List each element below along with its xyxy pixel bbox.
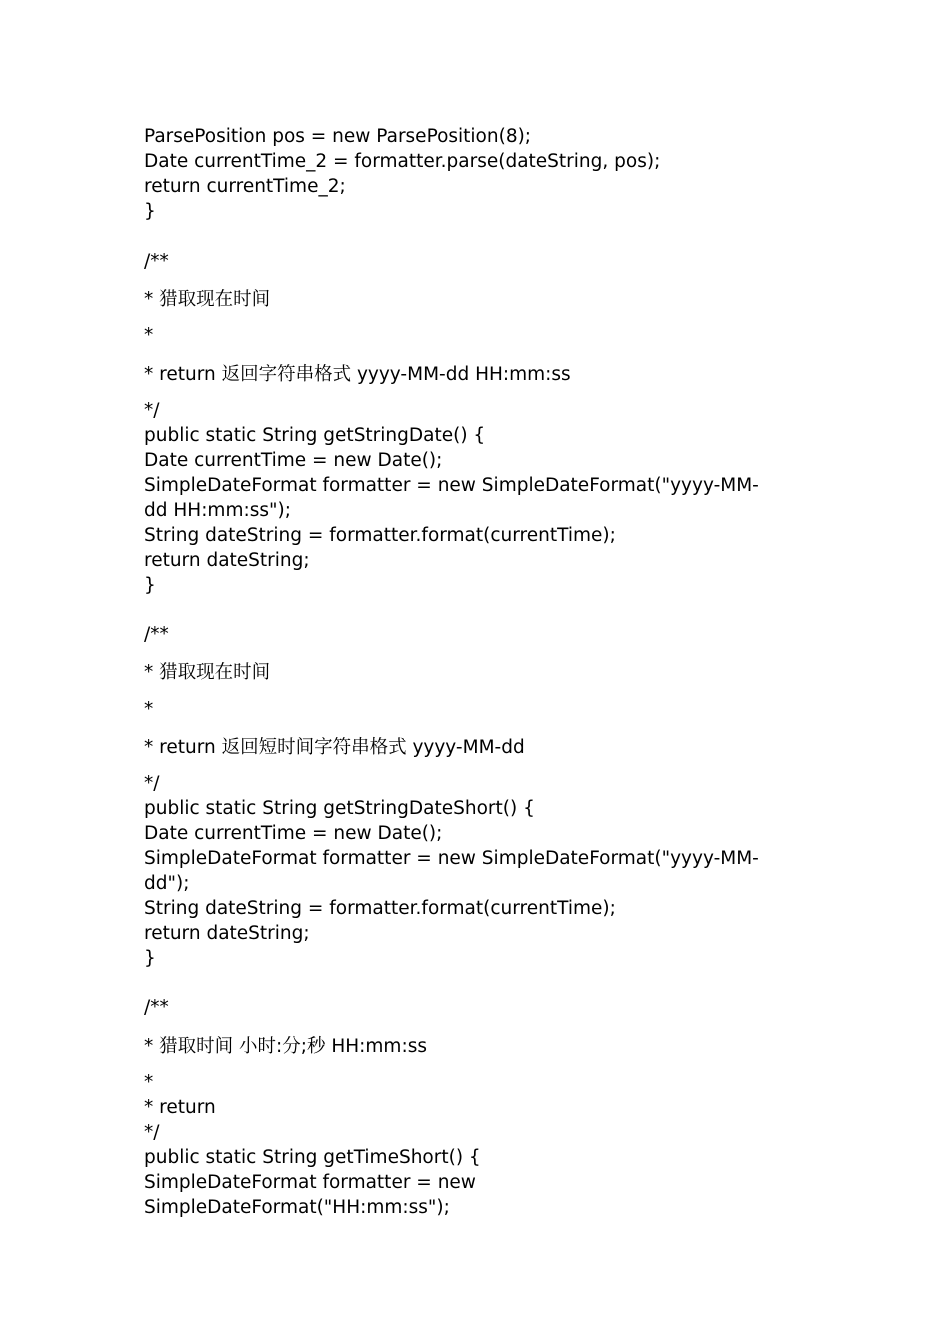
code-line: return dateString; xyxy=(144,923,310,944)
code-line: SimpleDateFormat formatter = new SimpleDateFormat("yyyy-MM- xyxy=(144,848,759,869)
code-line: public static String getStringDate() { xyxy=(144,425,486,446)
code-line: dd HH:mm:ss"); xyxy=(144,500,291,521)
code-line: SimpleDateFormat formatter = new xyxy=(144,1172,476,1193)
comment-line: /** xyxy=(144,251,169,272)
code-line: public static String getStringDateShort() { xyxy=(144,798,535,819)
comment-line: */ xyxy=(144,773,160,794)
code-line: public static String getTimeShort() { xyxy=(144,1147,481,1168)
code-line: SimpleDateFormat("HH:mm:ss"); xyxy=(144,1197,450,1218)
comment-line: * return xyxy=(144,1097,216,1118)
comment-line: * 猎取现在时间 xyxy=(144,289,271,310)
code-line: Date currentTime = new Date(); xyxy=(144,450,443,471)
code-line: return currentTime_2; xyxy=(144,176,346,197)
code-line: } xyxy=(144,575,156,596)
code-line: Date currentTime = new Date(); xyxy=(144,823,443,844)
comment-line: * xyxy=(144,1072,154,1093)
code-line: dd"); xyxy=(144,873,190,894)
comment-line: * 猎取时间 小时:分;秒 HH:mm:ss xyxy=(144,1036,427,1057)
code-line: SimpleDateFormat formatter = new SimpleDateFormat("yyyy-MM- xyxy=(144,475,759,496)
code-line: Date currentTime_2 = formatter.parse(dateString, pos); xyxy=(144,151,661,172)
code-line: String dateString = formatter.format(currentTime); xyxy=(144,898,616,919)
comment-line: */ xyxy=(144,400,160,421)
code-line: } xyxy=(144,948,156,969)
comment-line: * xyxy=(144,699,154,720)
comment-line: /** xyxy=(144,624,169,645)
code-line: ParsePosition pos = new ParsePosition(8); xyxy=(144,126,532,147)
comment-line: * 猎取现在时间 xyxy=(144,662,271,683)
comment-line: */ xyxy=(144,1122,160,1143)
comment-line: * return 返回字符串格式 yyyy-MM-dd HH:mm:ss xyxy=(144,364,571,385)
comment-line: * return 返回短时间字符串格式 yyyy-MM-dd xyxy=(144,737,525,758)
comment-line: * xyxy=(144,325,154,346)
comment-line: /** xyxy=(144,997,169,1018)
code-line: } xyxy=(144,201,156,222)
code-line: String dateString = formatter.format(currentTime); xyxy=(144,525,616,546)
code-line: return dateString; xyxy=(144,550,310,571)
